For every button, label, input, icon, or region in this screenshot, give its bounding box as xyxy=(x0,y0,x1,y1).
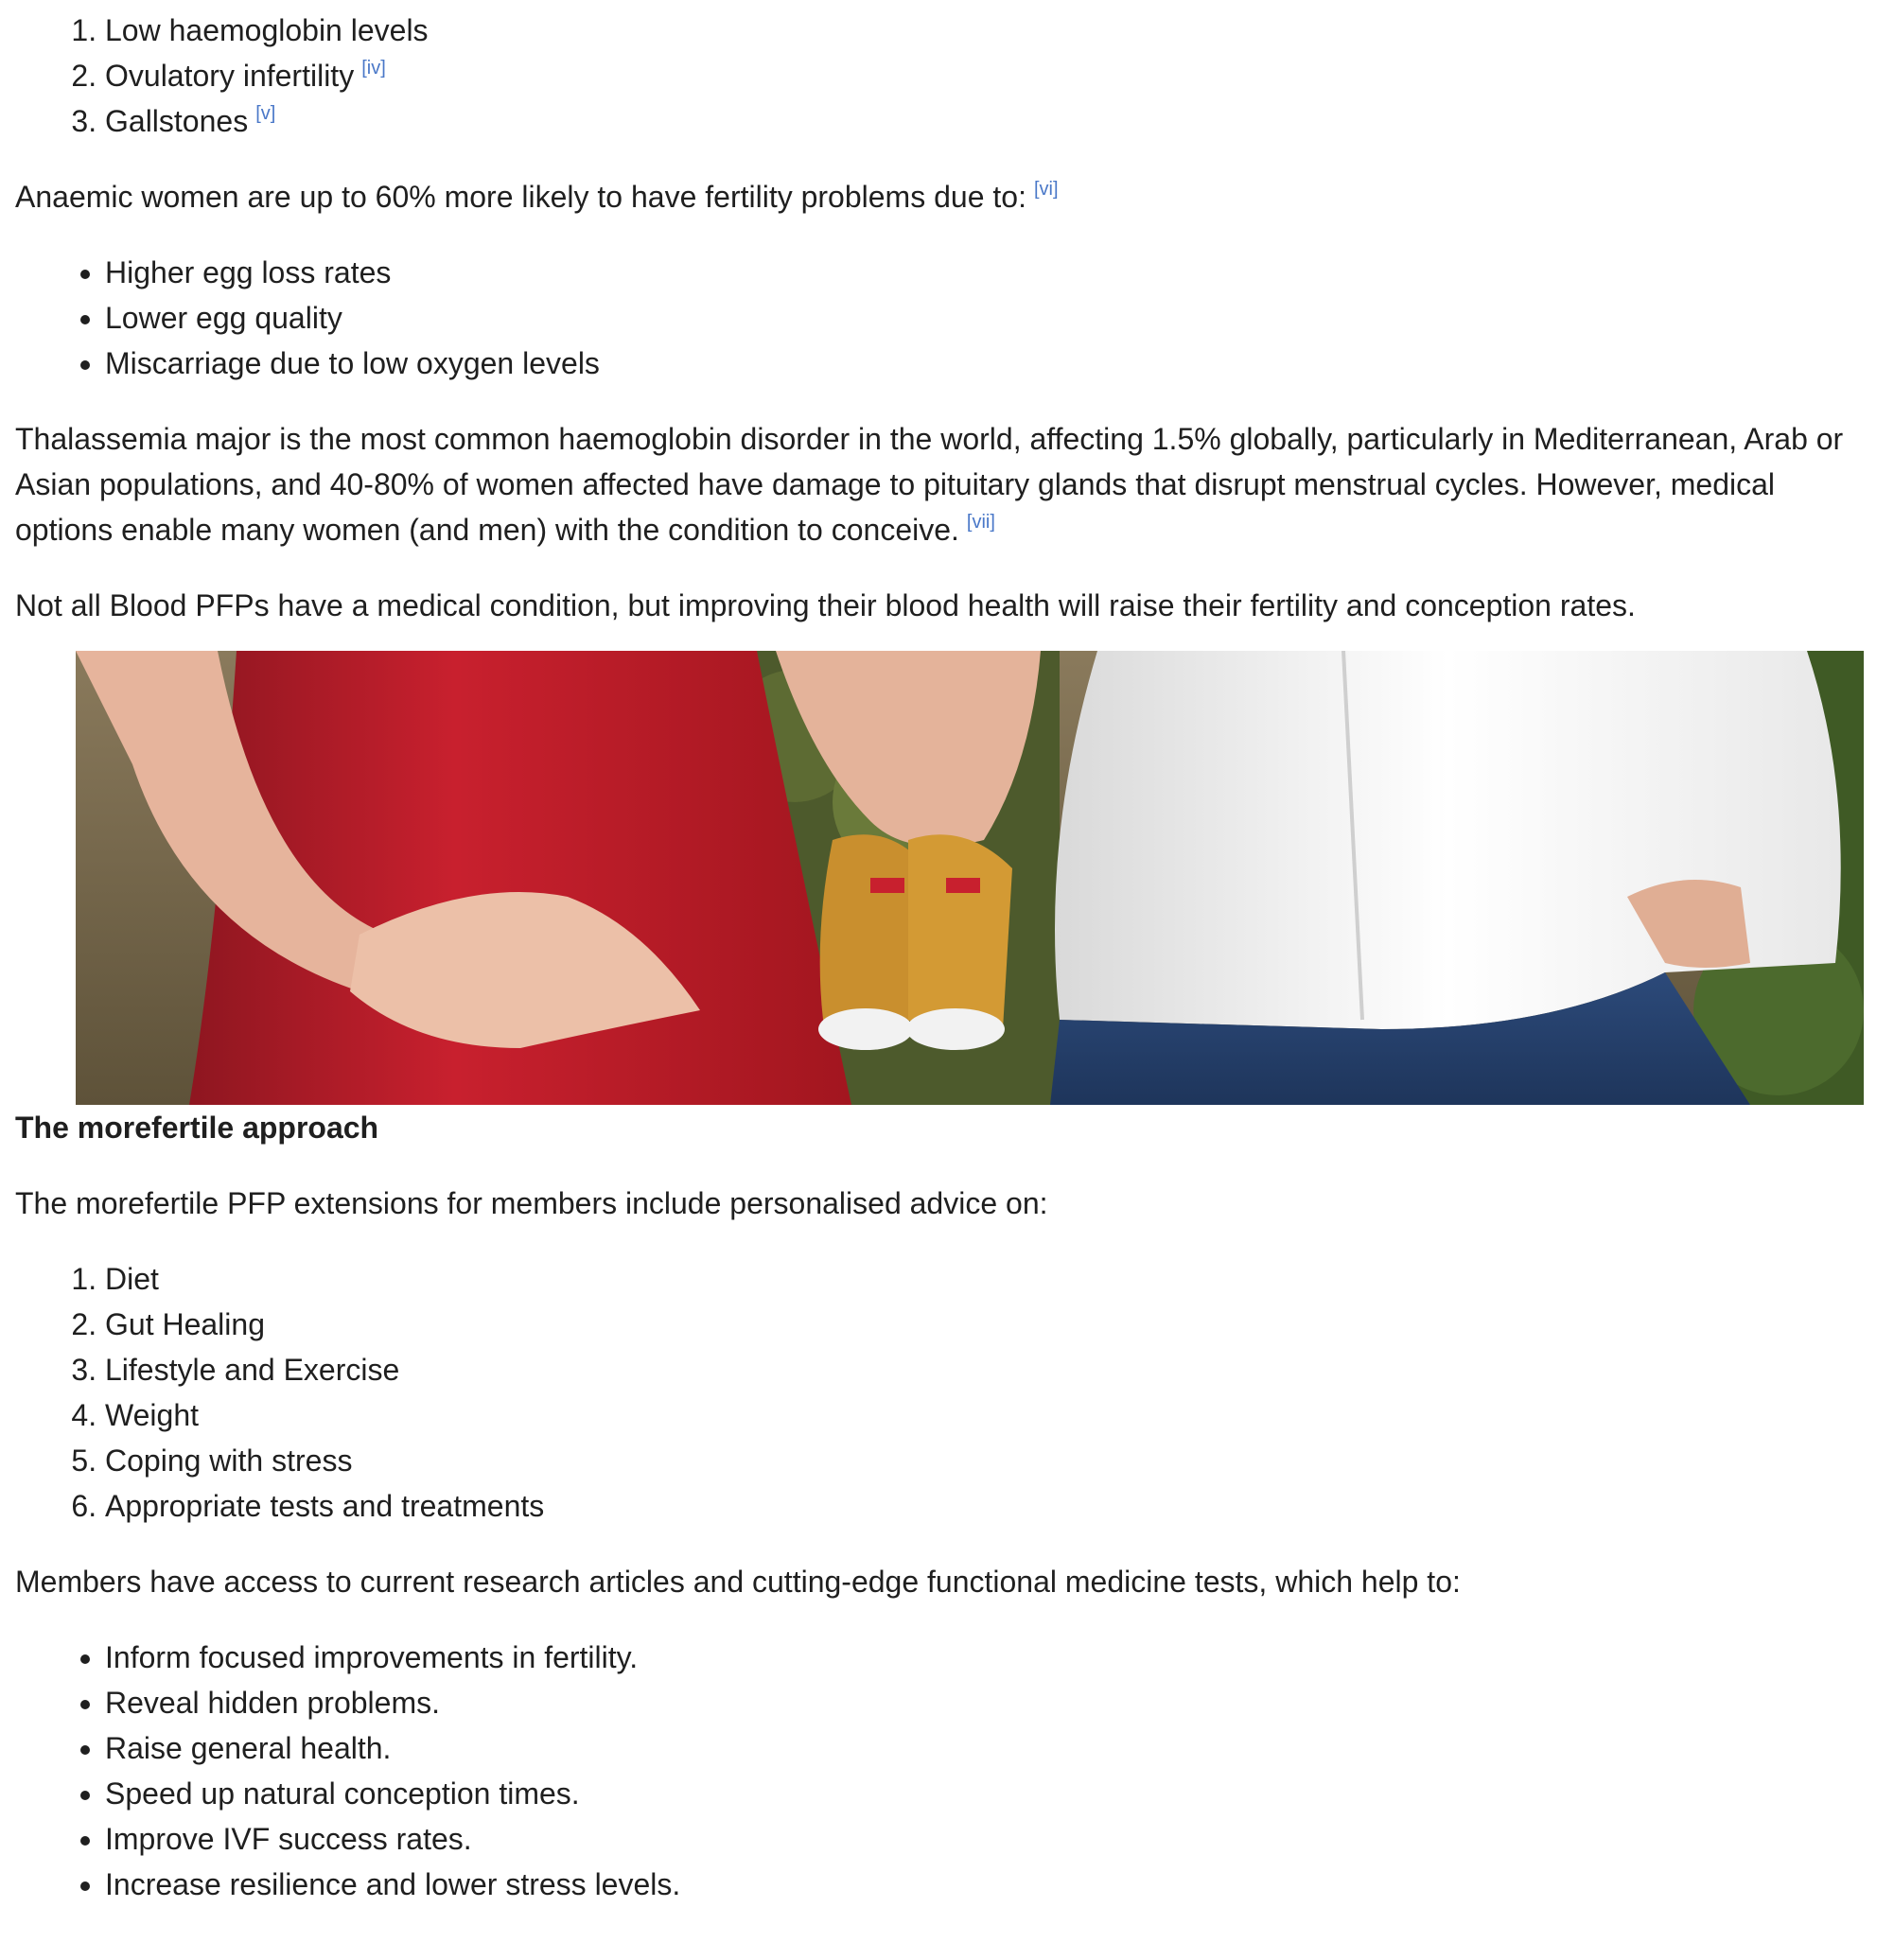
footnote-link[interactable]: [v] xyxy=(255,103,276,124)
baby-shoes xyxy=(818,834,1012,1050)
list-item: • Raise general health. xyxy=(105,1725,1879,1771)
paragraph: Members have access to current research articles and cutting-edge functional medicine tests, which help to: xyxy=(15,1565,1461,1599)
paragraph: The morefertile PFP extensions for members include personalised advice on: xyxy=(15,1186,1048,1220)
section-heading: The morefertile approach xyxy=(15,1111,379,1145)
couple-photo xyxy=(76,651,1864,1105)
footnote-link[interactable]: [vi] xyxy=(1033,179,1059,200)
list-item: 6. Appropriate tests and treatments xyxy=(105,1483,1879,1529)
footnote-link[interactable]: [vii] xyxy=(966,512,995,533)
benefits-list xyxy=(15,1635,1879,1907)
symptom-list xyxy=(15,8,1879,144)
list-item: • Higher egg loss rates xyxy=(105,250,1879,295)
couple-photo-illustration xyxy=(76,651,1864,1105)
list-item: 5. Coping with stress xyxy=(105,1438,1879,1483)
list-item: • Miscarriage due to low oxygen levels xyxy=(105,341,1879,386)
list-item: 2. Gut Healing xyxy=(105,1302,1879,1347)
list-item: 1. Diet xyxy=(105,1256,1879,1302)
fertility-problems-list xyxy=(15,250,1879,386)
list-item: • Increase resilience and lower stress levels. xyxy=(105,1862,1879,1907)
list-item: • Inform focused improvements in fertility. xyxy=(105,1635,1879,1680)
paragraph: Anaemic women are up to 60% more likely to have fertility problems due to: [vi] xyxy=(15,179,1059,214)
footnote-link[interactable]: [iv] xyxy=(361,58,386,79)
list-item: 1. Low haemoglobin levels xyxy=(105,8,1879,53)
list-item: 2. Ovulatory infertility [iv] xyxy=(105,53,1879,98)
list-item: 3. Lifestyle and Exercise xyxy=(105,1347,1879,1392)
list-item: • Lower egg quality xyxy=(105,295,1879,341)
list-item: 4. Weight xyxy=(105,1392,1879,1438)
paragraph: Not all Blood PFPs have a medical condition, but improving their blood health will raise their fertility and conception rates. xyxy=(15,588,1636,622)
paragraph: Thalassemia major is the most common haemoglobin disorder in the world, affecting 1.5% globally, particularly in Mediterranean, Arab or Asian populations, and 40-80% of women affected have damage to pituitary glands that disrupt menstrual cycles. However, medical options enable many women (and men) with the condition to conceive. [vii] xyxy=(15,422,1844,547)
list-item: 3. Gallstones [v] xyxy=(105,98,1879,144)
list-item: • Improve IVF success rates. xyxy=(105,1816,1879,1862)
list-item: • Speed up natural conception times. xyxy=(105,1771,1879,1816)
advice-list xyxy=(15,1256,1879,1529)
list-item: • Reveal hidden problems. xyxy=(105,1680,1879,1725)
